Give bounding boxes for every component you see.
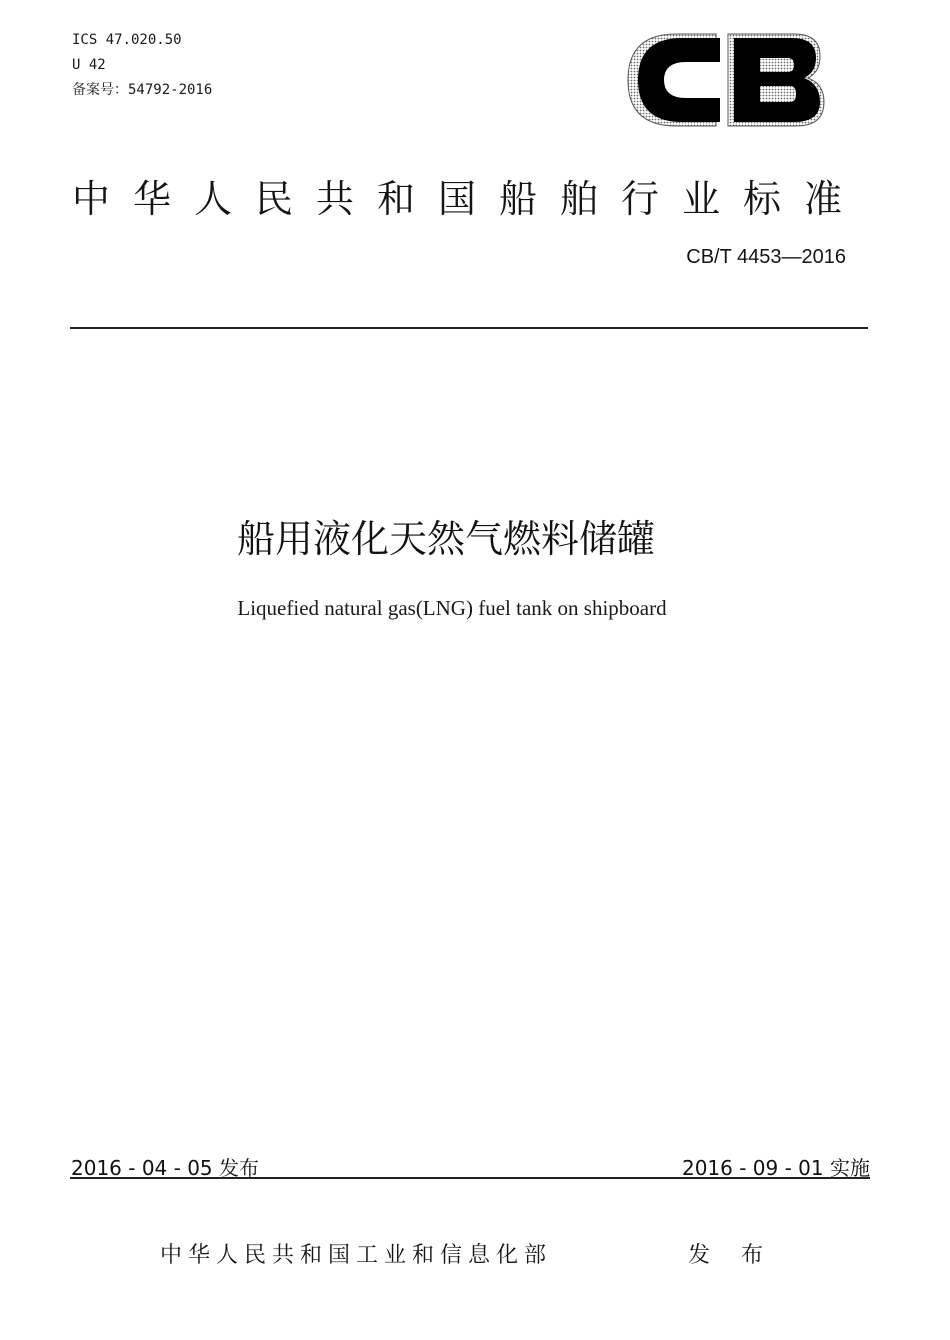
issuing-authority: 中华人民共和国工业和信息化部 [160, 1243, 553, 1268]
date-divider [70, 1177, 870, 1179]
publish-date: 2016 - 04 - 05 发布 [71, 1156, 260, 1180]
header-divider [70, 327, 868, 329]
standard-number: CB/T 4453—2016 [686, 246, 846, 268]
standard-category-title: 中华人民共和国船舶行业标准 [72, 177, 866, 221]
effective-date: 2016 - 09 - 01 实施 [681, 1156, 870, 1180]
document-meta [72, 28, 212, 103]
issued-label: 发 布 [688, 1243, 775, 1268]
cb-standard-logo-icon [624, 28, 830, 132]
ics-code: ICS 47.020.50 [72, 32, 182, 48]
record-number: 备案号：54792-2016 [72, 82, 213, 98]
document-title-chinese: 船用液化天然气燃料储罐 [236, 517, 655, 561]
classification-code: U 42 [72, 57, 106, 73]
document-title-english: Liquefied natural gas(LNG) fuel tank on shipboard [237, 596, 667, 620]
